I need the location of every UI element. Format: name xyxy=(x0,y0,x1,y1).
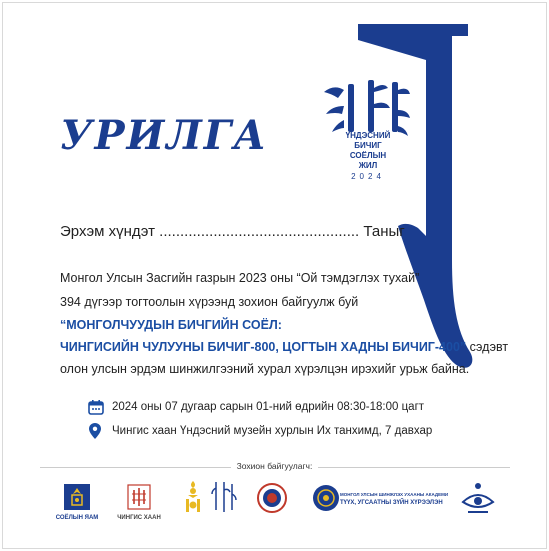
soyombo-emblem-logo xyxy=(183,480,203,514)
emblem-year: 2024 xyxy=(351,172,385,181)
event-location: Чингис хаан Үндэсний музейн хурлын Их танхимд, 7 давхар xyxy=(112,425,433,437)
institute-of-history-caption: ТҮҮХ, УГСААТНЫ ЗҮЙН ХҮРЭЭЛЭН xyxy=(340,500,443,506)
organizers-label xyxy=(0,461,549,471)
emblem-line2: БИЧИГ xyxy=(354,141,382,150)
emblem-line4: ЖИЛ xyxy=(358,161,378,170)
organizers-label-text: Зохион байгуулагч: xyxy=(231,461,319,471)
page-title: УРИЛГА xyxy=(60,112,268,159)
body-line-3-highlight: “МОНГОЛЧУУДЫН БИЧГИЙН СОЁЛ: xyxy=(60,318,282,332)
ministry-of-culture-caption: СОЁЛЫН ЯАМ xyxy=(55,515,99,521)
eye-symbol-logo xyxy=(460,480,496,516)
emblem-line1: ҮНДЭСНИЙ xyxy=(345,131,391,140)
ministry-of-culture-logo xyxy=(62,482,92,512)
calendar-icon xyxy=(88,399,104,415)
mongolian-script-logo xyxy=(210,480,240,514)
round-seal-logo xyxy=(256,482,288,514)
body-line-5: олон улсын эрдэм шинжилгээний хурал хүрэлцэн ирэхийг урьж байна. xyxy=(60,362,470,376)
chinggis-khaan-caption: ЧИНГИС ХААН xyxy=(117,515,161,521)
location-pin-icon xyxy=(88,422,102,440)
body-line-4 xyxy=(60,340,530,354)
body-line-2: 394 дүгээр тогтоолын хүрээнд зохион байгуулж буй xyxy=(60,295,359,309)
emblem-line3: СОЁЛЫН xyxy=(349,151,387,160)
event-datetime: 2024 оны 07 дугаар сарын 01-ний өдрийн 08:30-18:00 цагт xyxy=(112,401,425,413)
greeting-line: Эрхэм хүндэт ................................................ Таныг xyxy=(60,223,405,240)
body-line-1: Монгол Улсын Засгийн газрын 2023 оны “Ой тэмдэглэх тухай” xyxy=(60,271,420,285)
chinggis-khaan-museum-logo xyxy=(124,482,154,512)
institute-academy-caption: МОНГОЛ УЛСЫН ШИНЖЛЭХ УХААНЫ АКАДЕМИ xyxy=(340,492,449,497)
body-line-4-highlight: ЧИНГИСИЙН ЧУЛУУНЫ БИЧИГ-800, ЦОГТЫН ХАДНЫ БИЧИГ-400” xyxy=(60,340,467,354)
institute-of-history-emblem xyxy=(312,484,340,512)
body-line-4-rest: сэдэвт xyxy=(466,340,509,354)
